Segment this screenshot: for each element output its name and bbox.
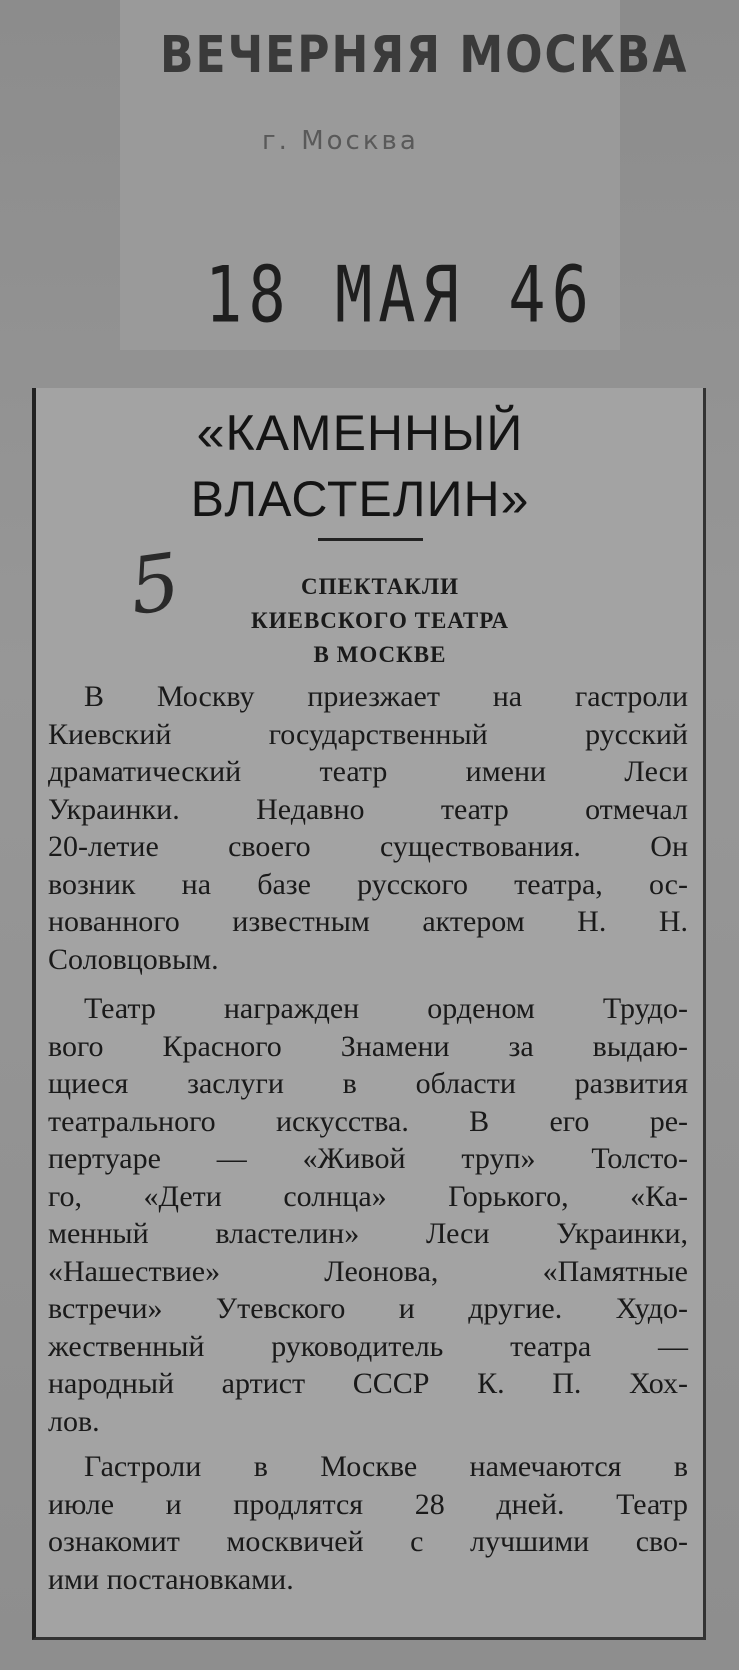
- subhead-line: КИЕВСКОГО ТЕАТРА: [251, 608, 509, 633]
- text-line: Соловцовым.: [48, 942, 219, 976]
- text-line: пертуаре — «Живой труп» Толсто-: [48, 1142, 688, 1175]
- text-line: Гастроли в Москве намечаются в: [84, 1450, 688, 1483]
- text-line: В Москву приезжает на гастроли: [84, 680, 688, 713]
- text-line: ознакомит москвичей с лучшими сво-: [48, 1525, 688, 1558]
- article-headline: [60, 400, 660, 532]
- text-line: ими постановками.: [48, 1562, 294, 1596]
- text-line: Киевский государственный русский: [48, 717, 688, 751]
- text-line: лов.: [48, 1404, 100, 1438]
- text-line: возник на базе русского театра, ос-: [48, 867, 688, 901]
- text-line: щиеся заслуги в области развития: [48, 1067, 688, 1100]
- text-line: вого Красного Знамени за выдаю-: [48, 1029, 688, 1063]
- paragraph-2: [48, 990, 688, 1440]
- article-subhead: [210, 570, 550, 672]
- paragraph-1: [48, 678, 688, 978]
- text-line: драматический театр имени Леси: [48, 755, 688, 788]
- newspaper-stamp-city: г. Москва: [262, 126, 419, 156]
- handwritten-number: 5: [123, 536, 186, 634]
- text-line: театрального искусства. В его ре-: [48, 1104, 688, 1138]
- text-line: Украинки. Недавно театр отмечал: [48, 792, 688, 826]
- text-line: 20-летие своего существования. Он: [48, 830, 688, 863]
- date-stamp: 18 МАЯ 46: [205, 248, 595, 341]
- subhead-line: В МОСКВЕ: [313, 642, 447, 667]
- text-line: встречи» Утевского и другие. Худо-: [48, 1292, 688, 1325]
- text-line: нованного известным актером Н. Н.: [48, 905, 688, 938]
- text-line: народный артист СССР К. П. Хох-: [48, 1367, 688, 1400]
- headline-line-2: ВЛАСТЕЛИН»: [190, 471, 530, 527]
- text-line: менный властелин» Леси Украинки,: [48, 1217, 688, 1250]
- text-line: «Нашествие» Леонова, «Памятные: [48, 1254, 688, 1288]
- paragraph-3: [48, 1448, 688, 1598]
- newspaper-stamp-title: ВЕЧЕРНЯЯ МОСКВА: [160, 26, 689, 85]
- headline-line-1: «КАМЕННЫЙ: [196, 405, 524, 461]
- text-line: го, «Дети солнца» Горького, «Ка-: [48, 1179, 688, 1213]
- subhead-line: СПЕКТАКЛИ: [300, 574, 460, 599]
- text-line: жественный руководитель театра —: [48, 1329, 688, 1363]
- text-line: Театр награжден орденом Трудо-: [84, 992, 688, 1025]
- headline-divider: [318, 538, 423, 541]
- text-line: июле и продлятся 28 дней. Театр: [48, 1487, 688, 1521]
